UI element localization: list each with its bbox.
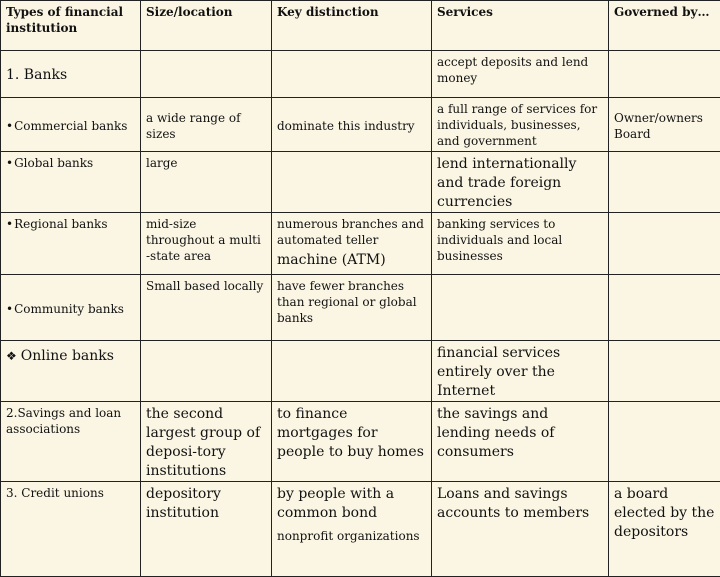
credit-distinction-nonprofit: nonprofit organizations — [277, 528, 427, 544]
global-distinction — [272, 152, 432, 213]
savings-size: the second largest group of deposi-tory institutions — [141, 402, 272, 482]
community-name — [1, 275, 141, 341]
credit-governed: a board elected by the depositors — [609, 482, 720, 577]
row-commercial — [1, 98, 720, 152]
regional-distinction-atm: machine (ATM) — [277, 252, 427, 268]
savings-distinction: to finance mortgages for people to buy homes — [272, 402, 432, 482]
regional-size: mid-size throughout a multi -state area — [141, 213, 272, 275]
regional-bullet-icon — [6, 217, 14, 231]
regional-distinction-text: numerous branches and automated teller — [277, 217, 424, 247]
header-size: Size/location — [141, 1, 272, 51]
global-services: lend internationally and trade foreign currencies — [432, 152, 609, 213]
online-name-label: Online banks — [21, 348, 114, 364]
regional-governed — [609, 213, 720, 275]
banks-size — [141, 51, 272, 98]
banks-distinction — [272, 51, 432, 98]
commercial-distinction: dominate this industry — [272, 98, 432, 152]
credit-distinction-text: by people with a common bond — [277, 485, 427, 523]
header-row — [1, 1, 720, 51]
regional-name — [1, 213, 141, 275]
commercial-bullet-icon — [6, 119, 14, 133]
global-name — [1, 152, 141, 213]
online-size — [141, 341, 272, 402]
commercial-size: a wide range of sizes — [141, 98, 272, 152]
diamond-bullet-icon: ❖ — [6, 349, 17, 363]
header-institution: Types of financial institution — [1, 1, 141, 51]
row-community — [1, 275, 720, 341]
regional-name-label: Regional banks — [14, 217, 107, 231]
community-name-label: Community banks — [14, 302, 124, 316]
global-bullet-icon — [6, 156, 14, 170]
header-distinction: Key distinction — [272, 1, 432, 51]
online-services: financial services entirely over the Internet — [432, 341, 609, 402]
credit-name: 3. Credit unions — [1, 482, 141, 577]
community-distinction: have fewer branches than regional or global banks — [272, 275, 432, 341]
community-bullet-icon — [6, 302, 14, 316]
global-size: large — [141, 152, 272, 213]
community-size: Small based locally — [141, 275, 272, 341]
commercial-name — [1, 98, 141, 152]
banks-services: accept deposits and lend money — [432, 51, 609, 98]
row-savings — [1, 402, 720, 482]
global-governed — [609, 152, 720, 213]
header-services: Services — [432, 1, 609, 51]
row-global — [1, 152, 720, 213]
banks-name: 1. Banks — [1, 51, 141, 98]
credit-distinction — [272, 482, 432, 577]
global-name-label: Global banks — [14, 156, 93, 170]
header-governed: Governed by… — [609, 1, 720, 51]
community-services — [432, 275, 609, 341]
regional-distinction — [272, 213, 432, 275]
row-online — [1, 341, 720, 402]
community-governed — [609, 275, 720, 341]
online-distinction — [272, 341, 432, 402]
savings-services: the savings and lending needs of consumers — [432, 402, 609, 482]
commercial-governed: Owner/owners Board — [609, 98, 720, 152]
savings-name: 2.Savings and loan associations — [1, 402, 141, 482]
banks-governed — [609, 51, 720, 98]
row-banks — [1, 51, 720, 98]
regional-services: banking services to individuals and local businesses — [432, 213, 609, 275]
commercial-name-label: Commercial banks — [14, 119, 127, 133]
savings-governed — [609, 402, 720, 482]
online-governed — [609, 341, 720, 402]
row-regional — [1, 213, 720, 275]
credit-size: depository institution — [141, 482, 272, 577]
credit-services: Loans and savings accounts to members — [432, 482, 609, 577]
row-credit — [1, 482, 720, 577]
commercial-services: a full range of services for individuals, businesses, and government — [432, 98, 609, 152]
online-name — [1, 341, 141, 402]
